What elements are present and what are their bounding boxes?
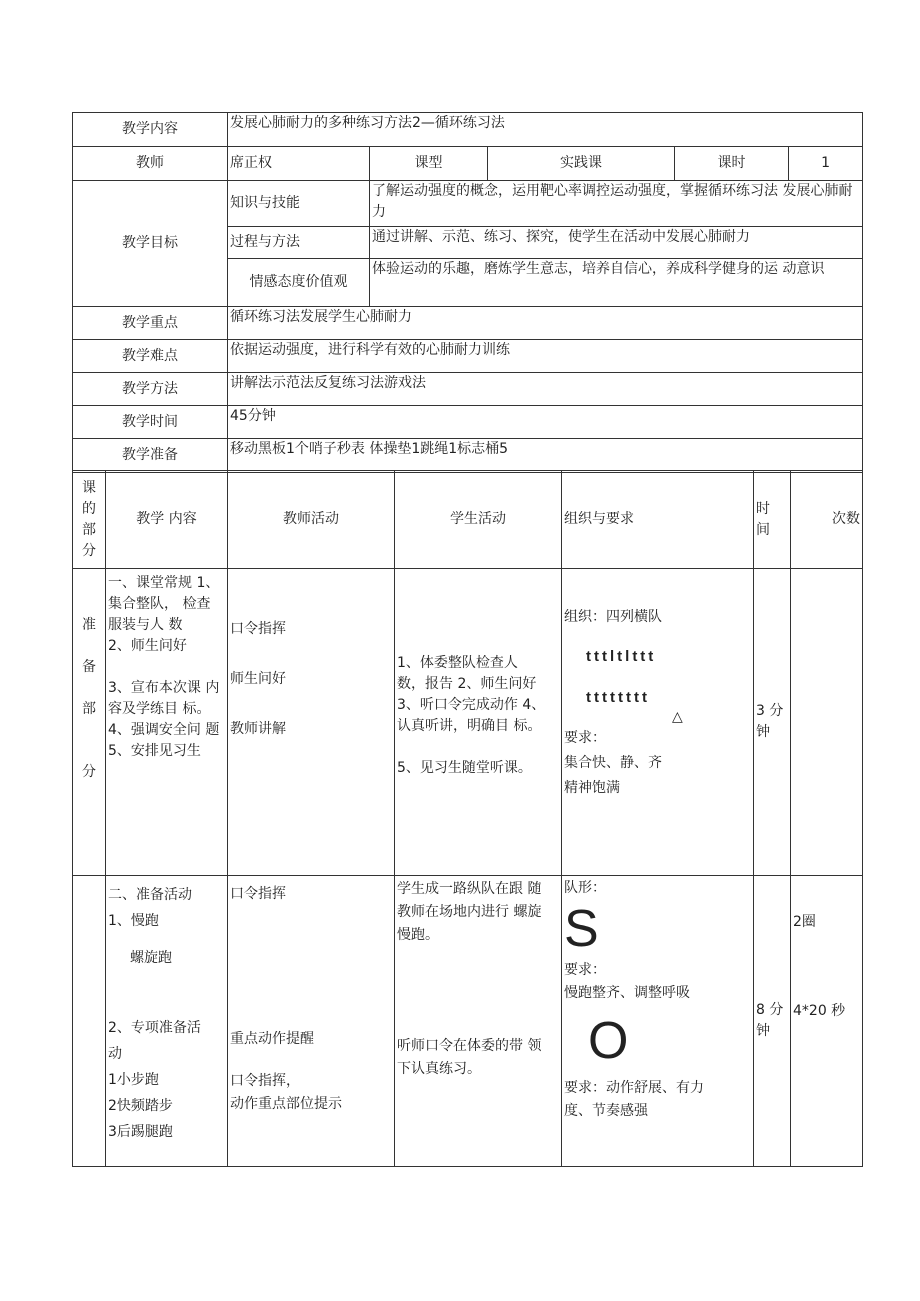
goal-value: 通过讲解、示范、练习、探究，使学生在活动中发展心肺耐力	[370, 227, 863, 259]
content-value: 发展心肺耐力的多种练习方法2—循环练习法	[228, 113, 863, 147]
warmup-requirements: 要求：动作舒展、有力 度、节奏感强	[564, 1080, 704, 1119]
section1-content: 一、课堂常规 1、 集合整队， 检查 服装与人 数 2、师生问好 3、宣布本次课 内 容及学练目 标。 4、强调安全问 题 5、安排见习生	[106, 569, 228, 876]
jog-requirements: 要求： 慢跑整齐、调整呼吸	[564, 962, 690, 1001]
key-value: 循环练习法发展学生心肺耐力	[228, 307, 863, 340]
type-label: 课型	[370, 147, 488, 181]
section2-student	[395, 876, 562, 1167]
goal-label: 过程与方法	[228, 227, 370, 259]
section1-org	[562, 569, 754, 876]
teacher-command: 口令指挥	[230, 886, 286, 902]
student-practice: 听师口令在体委的带 领 下认真练习。	[397, 1038, 542, 1077]
lesson-body-table	[72, 470, 863, 1167]
goal-value: 了解运动强度的概念，运用靶心率调控运动强度，掌握循环练习法 发展心肺耐力	[370, 181, 863, 227]
formation-label: 队形：	[564, 880, 606, 896]
col-count: 次数	[791, 471, 863, 569]
section2-time: 8 分 钟	[754, 876, 791, 1167]
section1-teacher: 口令指挥 师生问好 教师讲解	[228, 569, 395, 876]
count-laps: 2圈	[793, 914, 816, 930]
section1-student: 1、体委整队检查人 数，报告 2、师生问好 3、听口令完成动作 4、 认真听讲，明确目 标。 5、见习生随堂听课。	[395, 569, 562, 876]
col-time: 时 间	[754, 471, 791, 569]
prep-value: 移动黑板1个哨子秒表 体操垫1跳绳1标志桶5	[228, 439, 863, 473]
col-content: 教学 内容	[106, 471, 228, 569]
col-part: 课 的 部 分	[73, 471, 106, 569]
content-label: 教学内容	[73, 113, 228, 147]
difficulty-value: 依据运动强度，进行科学有效的心肺耐力训练	[228, 340, 863, 373]
section2-part	[73, 876, 106, 1167]
key-label: 教学重点	[73, 307, 228, 340]
formation-row: tttttttt	[586, 689, 650, 706]
content-spiral: 螺旋跑	[130, 950, 172, 966]
content-jog: 二、准备活动 1、慢跑	[108, 887, 192, 929]
section2-teacher	[228, 876, 395, 1167]
section1-part: 准 备 部 分	[73, 569, 106, 876]
prep-label: 教学准备	[73, 439, 228, 473]
col-teacher: 教师活动	[228, 471, 395, 569]
col-org: 组织与要求	[562, 471, 754, 569]
org-requirements: 要求： 集合快、静、齐 精神饱满	[564, 730, 662, 796]
goal-value: 体验运动的乐趣，磨炼学生意志，培养自信心，养成科学健身的运 动意识	[370, 259, 863, 307]
teacher-marker-icon: △	[672, 709, 683, 725]
org-title: 组织：四列横队	[564, 609, 662, 625]
goals-label: 教学目标	[73, 181, 228, 307]
section1-time: 3 分 钟	[754, 569, 791, 876]
time-value: 45分钟	[228, 406, 863, 439]
difficulty-label: 教学难点	[73, 340, 228, 373]
teacher-command-hint: 口令指挥， 动作重点部位提示	[230, 1073, 342, 1112]
teacher-value: 席正权	[228, 147, 370, 181]
s-formation-icon: S	[564, 900, 599, 958]
teacher-key-reminder: 重点动作提醒	[230, 1031, 314, 1047]
content-special-warmup: 2、专项准备活 动 1小步跑 2快频踏步 3后踢腿跑	[108, 1020, 201, 1140]
type-value: 实践课	[488, 147, 675, 181]
method-label: 教学方法	[73, 373, 228, 406]
section2-count	[791, 876, 863, 1167]
section1-count	[791, 569, 863, 876]
goal-label: 情感态度价值观	[228, 259, 370, 307]
method-value: 讲解法示范法反复练习法游戏法	[228, 373, 863, 406]
formation-row: tttltlttt	[586, 648, 657, 665]
goal-label: 知识与技能	[228, 181, 370, 227]
hours-label: 课时	[675, 147, 789, 181]
col-student: 学生活动	[395, 471, 562, 569]
lesson-header-table	[72, 112, 863, 473]
count-sets: 4*20 秒	[793, 1003, 846, 1019]
o-formation-icon: O	[588, 1012, 629, 1070]
hours-value: 1	[789, 147, 863, 181]
teacher-label: 教师	[73, 147, 228, 181]
section2-content	[106, 876, 228, 1167]
student-spiral-jog: 学生成一路纵队在跟 随 教师在场地内进行 螺旋 慢跑。	[397, 881, 542, 943]
time-label: 教学时间	[73, 406, 228, 439]
section2-org	[562, 876, 754, 1167]
